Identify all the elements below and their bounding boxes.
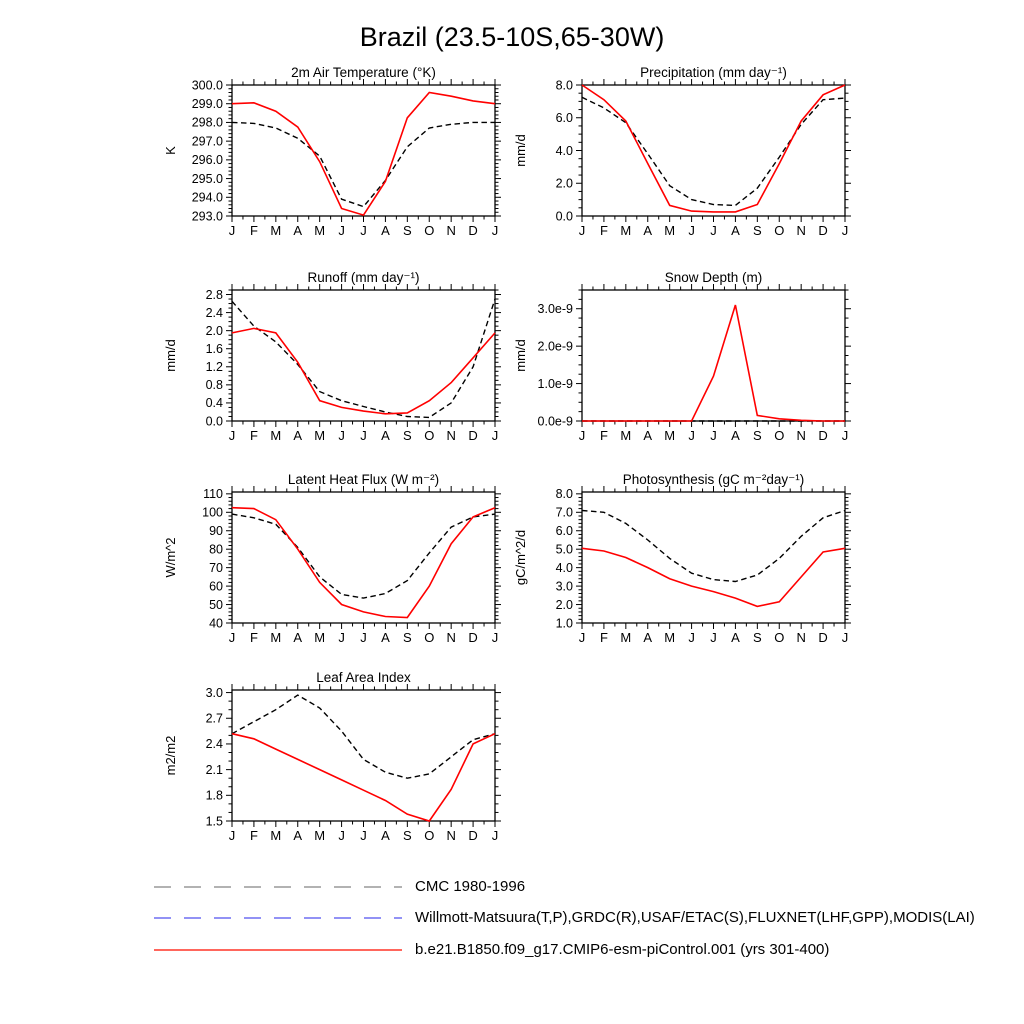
x-tick-labels: [229, 630, 499, 645]
svg-text:S: S: [402, 630, 412, 645]
svg-text:M: M: [270, 428, 282, 443]
svg-text:D: D: [468, 630, 478, 645]
y-axis-label: mm/d: [513, 339, 528, 372]
series-obs: [232, 122, 495, 206]
plot-frame: [582, 492, 845, 623]
y-tick-labels: [206, 288, 223, 428]
svg-text:N: N: [796, 428, 806, 443]
svg-text:N: N: [446, 828, 456, 843]
chart-leaf-area-index: [150, 655, 510, 860]
svg-text:J: J: [228, 428, 236, 443]
svg-text:S: S: [402, 223, 412, 238]
svg-text:2.0e-9: 2.0e-9: [537, 339, 573, 354]
svg-text:8.0: 8.0: [555, 78, 573, 93]
chart-runoff: [150, 255, 510, 460]
svg-text:M: M: [620, 630, 632, 645]
y-axis-label: m2/m2: [163, 735, 178, 776]
y-tick-labels: [556, 78, 573, 223]
svg-text:S: S: [402, 828, 412, 843]
svg-text:O: O: [424, 428, 435, 443]
svg-text:1.0e-9: 1.0e-9: [537, 376, 573, 391]
svg-text:7.0: 7.0: [555, 505, 573, 520]
y-axis-label: mm/d: [163, 339, 178, 372]
svg-text:D: D: [468, 828, 478, 843]
svg-text:N: N: [446, 428, 456, 443]
series-model: [582, 548, 845, 606]
svg-text:2.8: 2.8: [205, 287, 223, 302]
svg-text:J: J: [338, 223, 345, 238]
svg-text:J: J: [710, 630, 717, 645]
svg-text:5.0: 5.0: [555, 542, 573, 557]
plot-frame: [232, 690, 495, 821]
svg-text:1.0: 1.0: [555, 616, 573, 631]
svg-text:J: J: [841, 428, 849, 443]
y-axis-label: gC/m^2/d: [513, 529, 528, 586]
svg-text:300.0: 300.0: [191, 78, 223, 93]
svg-text:A: A: [643, 630, 653, 645]
panel-title: Runoff (mm day⁻¹): [307, 270, 420, 285]
axis-ticks: [226, 684, 501, 827]
axis-ticks: [226, 284, 501, 427]
svg-text:110: 110: [203, 487, 223, 502]
svg-text:D: D: [818, 428, 828, 443]
y-tick-labels: [556, 487, 573, 630]
axis-ticks: [576, 79, 851, 222]
svg-text:M: M: [270, 828, 282, 843]
svg-text:293.0: 293.0: [191, 209, 223, 224]
svg-text:8.0: 8.0: [555, 487, 573, 502]
panel-title: Latent Heat Flux (W m⁻²): [287, 472, 440, 487]
svg-text:A: A: [293, 428, 303, 443]
chart-photosynthesis: [500, 457, 860, 662]
svg-text:295.0: 295.0: [191, 171, 223, 186]
svg-text:J: J: [228, 828, 236, 843]
svg-text:J: J: [841, 223, 849, 238]
plot-frame: [582, 290, 845, 421]
svg-text:J: J: [688, 223, 695, 238]
panel-photosynthesis: [500, 457, 860, 662]
svg-text:1.8: 1.8: [205, 788, 223, 803]
y-tick-labels: [202, 487, 223, 630]
series-model: [582, 305, 845, 421]
legend-label: b.e21.B1850.f09_g17.CMIP6-esm-piControl.001 (yrs 301-400): [415, 941, 830, 958]
svg-text:J: J: [688, 630, 695, 645]
svg-text:2.4: 2.4: [205, 305, 223, 320]
plot-frame: [582, 85, 845, 216]
legend-label: CMC 1980-1996: [415, 878, 526, 895]
legend-line-dashed-gray-icon: [153, 880, 403, 894]
svg-text:0.0: 0.0: [205, 414, 223, 429]
chart-snow-depth: [500, 255, 860, 460]
panel-air-temperature: [150, 50, 510, 255]
svg-text:1.6: 1.6: [205, 342, 223, 357]
y-axis-label: K: [163, 146, 178, 155]
y-tick-labels: [206, 686, 223, 828]
svg-text:F: F: [599, 428, 608, 443]
svg-text:J: J: [491, 428, 499, 443]
svg-text:J: J: [710, 223, 717, 238]
svg-text:A: A: [381, 828, 390, 843]
svg-text:J: J: [491, 630, 499, 645]
svg-text:F: F: [249, 428, 258, 443]
panel-title: Photosynthesis (gC m⁻²day⁻¹): [622, 472, 805, 487]
x-tick-labels: [579, 630, 849, 645]
svg-text:J: J: [578, 428, 586, 443]
svg-text:J: J: [578, 223, 586, 238]
svg-text:1.5: 1.5: [205, 814, 223, 829]
svg-text:N: N: [796, 223, 806, 238]
svg-text:O: O: [424, 630, 435, 645]
svg-text:J: J: [338, 428, 345, 443]
svg-text:O: O: [424, 223, 435, 238]
legend-entry-model-run: [153, 941, 829, 958]
svg-text:296.0: 296.0: [191, 153, 223, 168]
series-model: [232, 508, 495, 618]
panel-title: 2m Air Temperature (°K): [291, 65, 436, 80]
svg-text:M: M: [314, 630, 326, 645]
svg-text:A: A: [731, 630, 740, 645]
legend-line-solid-red-icon: [153, 943, 403, 957]
x-tick-labels: [229, 828, 499, 843]
svg-text:D: D: [468, 428, 478, 443]
y-tick-labels: [192, 78, 223, 223]
svg-text:A: A: [293, 223, 303, 238]
x-tick-labels: [229, 428, 499, 443]
svg-text:S: S: [402, 428, 412, 443]
svg-text:J: J: [360, 828, 367, 843]
chart-precipitation: [500, 50, 860, 255]
svg-text:4.0: 4.0: [555, 143, 573, 158]
svg-text:M: M: [314, 428, 326, 443]
svg-text:S: S: [752, 223, 762, 238]
panel-title: Precipitation (mm day⁻¹): [640, 65, 787, 80]
svg-text:M: M: [620, 223, 632, 238]
svg-text:90: 90: [209, 524, 223, 539]
svg-text:D: D: [818, 223, 828, 238]
svg-text:M: M: [270, 223, 282, 238]
svg-text:60: 60: [209, 579, 223, 594]
svg-text:2.4: 2.4: [205, 737, 223, 752]
plot-frame: [232, 492, 495, 623]
svg-text:J: J: [360, 428, 367, 443]
panel-leaf-area-index: [150, 655, 510, 860]
axis-ticks: [576, 284, 851, 427]
svg-text:3.0: 3.0: [555, 579, 573, 594]
figure-title: Brazil (23.5-10S,65-30W): [359, 22, 665, 52]
series-obs: [232, 695, 495, 778]
plot-frame: [232, 85, 495, 216]
legend-entry-cmc: [153, 878, 525, 895]
svg-text:O: O: [774, 223, 785, 238]
series-model: [232, 734, 495, 821]
svg-text:2.0: 2.0: [555, 597, 573, 612]
legend-entry-obs-products: [153, 909, 975, 926]
svg-text:J: J: [841, 630, 849, 645]
svg-text:A: A: [731, 223, 740, 238]
svg-text:F: F: [599, 630, 608, 645]
svg-text:O: O: [774, 428, 785, 443]
svg-text:2.0: 2.0: [555, 176, 573, 191]
svg-text:3.0: 3.0: [205, 685, 223, 700]
svg-text:0.4: 0.4: [205, 396, 223, 411]
svg-text:80: 80: [209, 542, 223, 557]
y-tick-labels: [538, 302, 573, 428]
plot-frame: [232, 290, 495, 421]
svg-text:0.0: 0.0: [555, 209, 573, 224]
svg-text:N: N: [446, 630, 456, 645]
svg-text:J: J: [338, 828, 345, 843]
svg-text:M: M: [664, 223, 676, 238]
svg-text:1.2: 1.2: [205, 360, 223, 375]
svg-text:O: O: [424, 828, 435, 843]
panel-latent-heat-flux: [150, 457, 510, 662]
svg-text:2.1: 2.1: [205, 762, 223, 777]
svg-text:F: F: [249, 630, 258, 645]
svg-text:M: M: [314, 223, 326, 238]
svg-text:J: J: [710, 428, 717, 443]
svg-text:S: S: [752, 428, 762, 443]
svg-text:M: M: [314, 828, 326, 843]
svg-text:J: J: [338, 630, 345, 645]
y-axis-label: mm/d: [513, 134, 528, 167]
svg-text:4.0: 4.0: [555, 560, 573, 575]
series-model: [582, 85, 845, 212]
svg-text:299.0: 299.0: [191, 97, 223, 112]
series-obs: [232, 514, 495, 598]
legend-label: Willmott-Matsuura(T,P),GRDC(R),USAF/ETAC(S),FLUXNET(LHF,GPP),MODIS(LAI): [415, 909, 975, 926]
svg-text:A: A: [381, 630, 390, 645]
svg-text:M: M: [664, 630, 676, 645]
series-obs: [232, 299, 495, 417]
panel-runoff: [150, 255, 510, 460]
series-model: [232, 93, 495, 216]
svg-text:0.0e-9: 0.0e-9: [537, 414, 573, 429]
svg-text:J: J: [491, 828, 499, 843]
svg-text:294.0: 294.0: [191, 190, 223, 205]
svg-text:298.0: 298.0: [191, 115, 223, 130]
svg-text:S: S: [752, 630, 762, 645]
svg-text:N: N: [446, 223, 456, 238]
legend-line-dashed-blue-icon: [153, 911, 403, 925]
svg-text:A: A: [643, 223, 653, 238]
panel-title: Snow Depth (m): [664, 270, 763, 285]
axis-ticks: [226, 79, 501, 222]
axis-ticks: [576, 486, 851, 629]
svg-text:M: M: [620, 428, 632, 443]
svg-text:O: O: [774, 630, 785, 645]
chart-latent-heat-flux: [150, 457, 510, 662]
svg-text:A: A: [643, 428, 653, 443]
svg-text:M: M: [664, 428, 676, 443]
svg-text:A: A: [731, 428, 740, 443]
svg-text:2.0: 2.0: [205, 323, 223, 338]
svg-text:3.0e-9: 3.0e-9: [537, 302, 573, 317]
y-axis-label: W/m^2: [163, 537, 178, 578]
svg-text:J: J: [228, 630, 236, 645]
svg-text:D: D: [818, 630, 828, 645]
svg-text:6.0: 6.0: [555, 524, 573, 539]
svg-text:J: J: [578, 630, 586, 645]
svg-text:A: A: [381, 428, 390, 443]
svg-text:J: J: [360, 223, 367, 238]
svg-text:6.0: 6.0: [555, 111, 573, 126]
svg-text:D: D: [468, 223, 478, 238]
svg-text:0.8: 0.8: [205, 378, 223, 393]
panel-title: Leaf Area Index: [316, 670, 411, 685]
svg-text:F: F: [599, 223, 608, 238]
svg-text:N: N: [796, 630, 806, 645]
svg-text:F: F: [249, 223, 258, 238]
svg-text:A: A: [293, 630, 303, 645]
panel-precipitation: [500, 50, 860, 255]
svg-text:J: J: [360, 630, 367, 645]
svg-text:F: F: [249, 828, 258, 843]
chart-air-temperature: [150, 50, 510, 255]
svg-text:A: A: [381, 223, 390, 238]
x-tick-labels: [579, 428, 849, 443]
svg-text:100: 100: [202, 505, 223, 520]
svg-text:J: J: [491, 223, 499, 238]
svg-text:J: J: [688, 428, 695, 443]
svg-text:A: A: [293, 828, 303, 843]
series-model: [232, 328, 495, 413]
svg-text:J: J: [228, 223, 236, 238]
svg-text:40: 40: [209, 616, 223, 631]
x-tick-labels: [579, 223, 849, 238]
svg-text:M: M: [270, 630, 282, 645]
x-tick-labels: [229, 223, 499, 238]
svg-text:297.0: 297.0: [191, 134, 223, 149]
svg-text:50: 50: [209, 597, 223, 612]
svg-text:70: 70: [209, 560, 223, 575]
series-obs: [582, 97, 845, 205]
axis-ticks: [226, 486, 501, 629]
panel-snow-depth: [500, 255, 860, 460]
svg-text:2.7: 2.7: [205, 711, 223, 726]
